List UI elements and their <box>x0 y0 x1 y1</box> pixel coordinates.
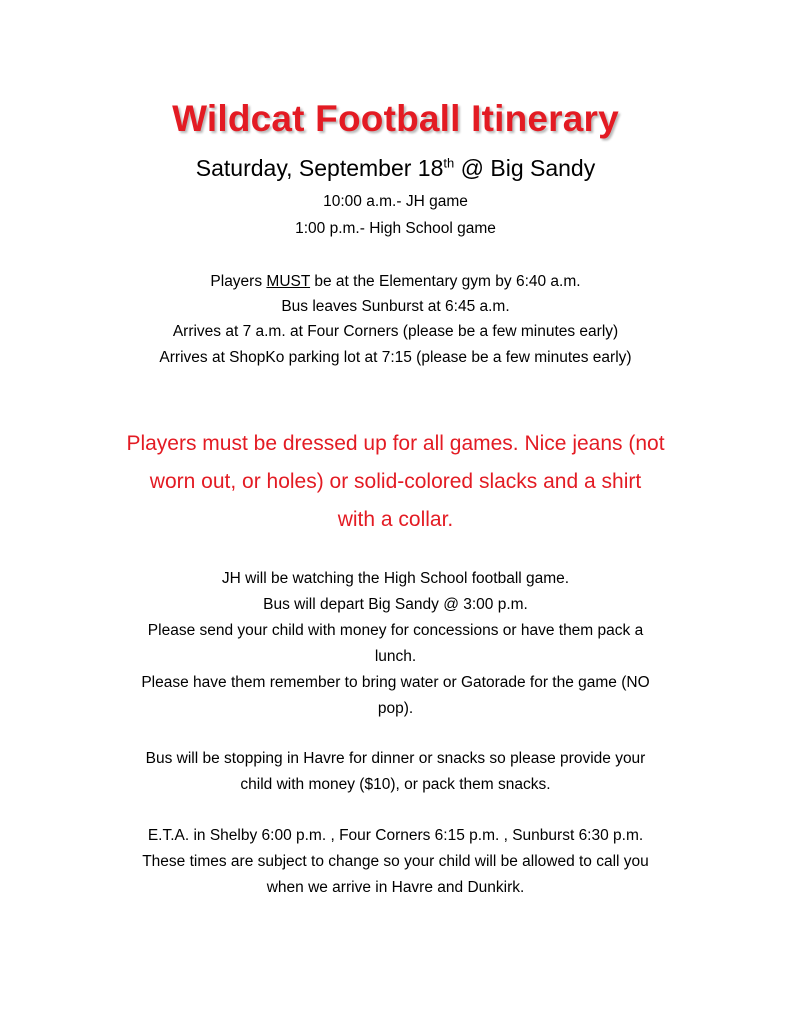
game-day-line-3: Please send your child with money for concessions or have them pack a <box>147 622 644 639</box>
dress-code-line-3: with a collar. <box>337 508 454 531</box>
game-day-line-1: JH will be watching the High School football game. <box>221 570 570 587</box>
report-time-pre: Players <box>210 273 267 290</box>
dress-code-line-2: worn out, or holes) or solid-colored slacks and a shirt <box>149 470 642 493</box>
game-day-line-4: lunch. <box>374 648 417 665</box>
page-title: Wildcat Football Itinerary <box>172 98 619 139</box>
date-ordinal-suffix: th <box>443 155 455 171</box>
game-day-line-2: Bus will depart Big Sandy @ 3:00 p.m. <box>263 596 528 613</box>
jh-game-time: 10:00 a.m.- JH game <box>323 193 468 210</box>
hs-game-time: 1:00 p.m.- High School game <box>295 220 496 237</box>
eta-line-2: These times are subject to change so your child will be allowed to call you <box>142 853 649 870</box>
report-time-post: be at the Elementary gym by 6:40 a.m. <box>310 273 581 290</box>
must-emphasis: MUST <box>266 273 311 290</box>
game-day-line-6: pop). <box>377 700 414 717</box>
shopko-arrival-line: Arrives at ShopKo parking lot at 7:15 (please be a few minutes early) <box>159 349 632 366</box>
event-date: Saturday, September 18 <box>195 155 444 181</box>
eta-line-3: when we arrive in Havre and Dunkirk. <box>266 879 525 896</box>
dinner-line-1: Bus will be stopping in Havre for dinner or snacks so please provide your <box>145 750 646 767</box>
dress-code-line-1: Players must be dressed up for all games. Nice jeans (not <box>126 432 665 455</box>
event-date-location <box>0 155 791 182</box>
dinner-line-2: child with money ($10), or pack them snacks. <box>240 776 551 793</box>
four-corners-arrival-line: Arrives at 7 a.m. at Four Corners (please be a few minutes early) <box>172 323 619 340</box>
bus-leaves-line: Bus leaves Sunburst at 6:45 a.m. <box>281 298 510 315</box>
report-time-line <box>0 273 791 291</box>
game-day-line-5: Please have them remember to bring water or Gatorade for the game (NO <box>141 674 650 691</box>
eta-line-1: E.T.A. in Shelby 6:00 p.m. , Four Corners 6:15 p.m. , Sunburst 6:30 p.m. <box>147 827 644 844</box>
event-location: @ Big Sandy <box>454 155 596 181</box>
